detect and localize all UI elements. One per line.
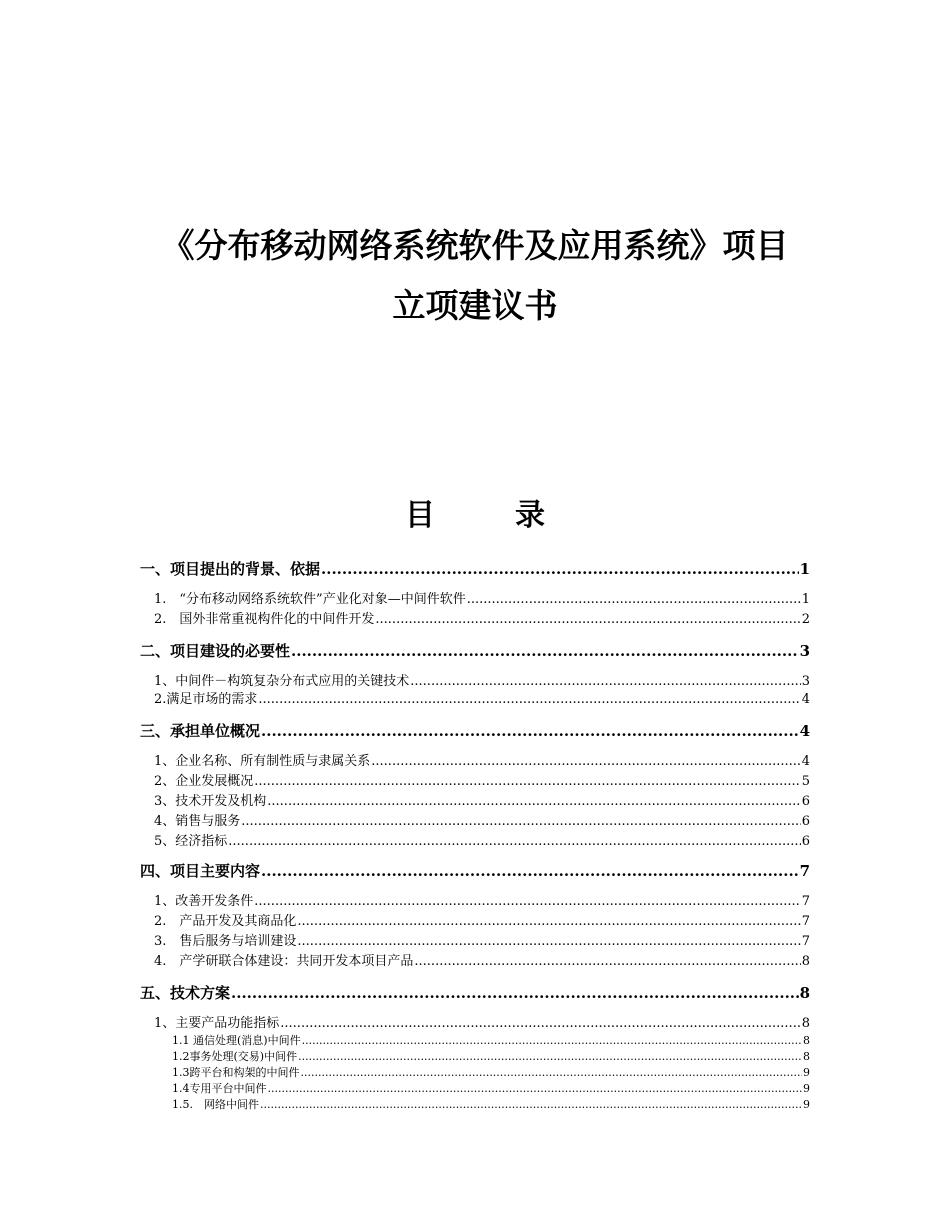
toc-entry[interactable] — [154, 1012, 810, 1031]
toc-entry-title: 2. 产品开发及其商品化 — [154, 914, 297, 929]
toc-entry[interactable] — [172, 1032, 810, 1048]
toc-entry[interactable] — [172, 1096, 810, 1112]
toc-entry[interactable] — [154, 670, 810, 689]
document-title-line-2: 立项建议书 — [392, 286, 558, 325]
toc-entry-title: 2.满足市场的需求 — [154, 692, 258, 707]
toc-dot-leader — [375, 612, 800, 627]
toc-heading-char-1: 目 — [405, 498, 435, 533]
toc-dot-leader — [410, 674, 800, 689]
toc-entry-title: 4. 产学研联合体建设：共同开发本项目产品 — [154, 954, 414, 969]
toc-entry-page: 4 — [801, 692, 810, 707]
toc-dot-leader — [298, 1050, 802, 1063]
toc-dot-leader — [301, 1066, 803, 1079]
toc-dot-leader — [260, 1098, 802, 1111]
toc-entry-title: 1.3跨平台和构架的中间件 — [172, 1066, 300, 1079]
toc-dot-leader — [302, 1034, 802, 1047]
toc-entry[interactable] — [154, 750, 810, 769]
toc-entry[interactable] — [154, 950, 810, 969]
toc-entry-page: 7 — [801, 894, 810, 909]
toc-entry-title: 3. 售后服务与培训建设 — [154, 934, 297, 949]
toc-heading — [0, 490, 950, 534]
toc-entry-title: 5、经济指标 — [154, 834, 228, 849]
toc-entry[interactable] — [140, 640, 810, 661]
toc-entry[interactable] — [154, 770, 810, 789]
toc-dot-leader — [241, 814, 800, 829]
toc-entry-page: 2 — [801, 612, 810, 627]
toc-entry[interactable] — [140, 720, 810, 741]
toc-entry-page: 9 — [803, 1082, 810, 1095]
toc-entry-title: 1. “分布移动网络系统软件”产业化对象—中间件软件 — [154, 592, 466, 607]
toc-dot-leader — [467, 592, 801, 607]
toc-entry-title: 1.2事务处理(交易)中间件 — [172, 1050, 298, 1063]
toc-entry[interactable] — [154, 930, 810, 949]
toc-dot-leader — [254, 894, 800, 909]
toc-entry-title: 1、主要产品功能指标 — [154, 1016, 280, 1031]
toc-entry[interactable] — [154, 810, 810, 829]
toc-entry-page: 6 — [801, 834, 810, 849]
toc-entry-page: 6 — [801, 794, 810, 809]
toc-entry[interactable] — [172, 1080, 810, 1096]
toc-entry-title: 2、企业发展概况 — [154, 774, 254, 789]
toc-dot-leader — [291, 642, 799, 660]
toc-entry[interactable] — [172, 1048, 810, 1064]
toc-entry-title: 1.4专用平台中间件 — [172, 1082, 267, 1095]
toc-entry-title: 4、销售与服务 — [154, 814, 241, 829]
toc-dot-leader — [297, 934, 800, 949]
toc-entry-page: 5 — [801, 774, 810, 789]
toc-entry-page: 1 — [799, 560, 810, 578]
toc-entry-title: 3、技术开发及机构 — [154, 794, 267, 809]
toc-entry-page: 8 — [801, 1016, 810, 1031]
toc-entry-title: 三、承担单位概况 — [140, 722, 261, 740]
toc-entry[interactable] — [140, 860, 810, 881]
toc-entry-page: 7 — [801, 914, 810, 929]
toc-entry[interactable] — [154, 890, 810, 909]
toc-entry[interactable] — [140, 982, 810, 1003]
toc-entry-page: 8 — [803, 1034, 810, 1047]
toc-entry-page: 3 — [801, 674, 810, 689]
toc-entry[interactable] — [140, 558, 810, 579]
toc-entry-page: 9 — [803, 1066, 810, 1079]
toc-dot-leader — [321, 560, 799, 578]
toc-entry[interactable] — [154, 910, 810, 929]
toc-entry-title: 1、改善开发条件 — [154, 894, 254, 909]
toc-entry-title: 五、技术方案 — [140, 984, 231, 1002]
toc-heading-char-2: 录 — [515, 498, 545, 533]
toc-entry[interactable] — [154, 830, 810, 849]
toc-dot-leader — [261, 862, 799, 880]
toc-entry-title: 1、企业名称、所有制性质与隶属关系 — [154, 754, 371, 769]
toc-dot-leader — [371, 754, 800, 769]
toc-entry[interactable] — [154, 688, 810, 707]
toc-entry[interactable] — [154, 608, 810, 627]
toc-dot-leader — [280, 1016, 800, 1031]
toc-entry-page: 8 — [801, 954, 810, 969]
toc-entry-page: 7 — [801, 934, 810, 949]
toc-entry[interactable] — [154, 588, 810, 607]
toc-dot-leader — [267, 794, 800, 809]
toc-entry-page: 7 — [799, 862, 810, 880]
document-title-line-1: 《分布移动网络系统软件及应用系统》项目 — [161, 226, 789, 265]
toc-dot-leader — [228, 834, 800, 849]
toc-entry-title: 二、项目建设的必要性 — [140, 642, 291, 660]
toc-entry[interactable] — [172, 1064, 810, 1080]
toc-dot-leader — [231, 984, 799, 1002]
toc-entry-title: 1、中间件－构筑复杂分布式应用的关键技术 — [154, 674, 410, 689]
toc-entry-title: 2. 国外非常重视构件化的中间件开发 — [154, 612, 375, 627]
toc-dot-leader — [254, 774, 800, 789]
toc-entry-title: 1.5. 网络中间件 — [172, 1098, 259, 1111]
toc-entry-page: 8 — [803, 1050, 810, 1063]
toc-entry-page: 3 — [799, 642, 810, 660]
toc-entry-page: 6 — [801, 814, 810, 829]
toc-entry-page: 8 — [799, 984, 810, 1002]
toc-entry-title: 四、项目主要内容 — [140, 862, 261, 880]
toc-entry-title: 1.1 通信处理(消息)中间件 — [172, 1034, 301, 1047]
toc-entry-page: 1 — [801, 592, 810, 607]
toc-dot-leader — [414, 954, 800, 969]
toc-entry-page: 4 — [801, 754, 810, 769]
toc-entry-page: 9 — [803, 1098, 810, 1111]
toc-dot-leader — [297, 914, 800, 929]
toc-dot-leader — [261, 722, 799, 740]
toc-dot-leader — [258, 692, 800, 707]
toc-entry-title: 一、项目提出的背景、依据 — [140, 560, 321, 578]
toc-entry[interactable] — [154, 790, 810, 809]
toc-dot-leader — [268, 1082, 803, 1095]
toc-entry-page: 4 — [799, 722, 810, 740]
